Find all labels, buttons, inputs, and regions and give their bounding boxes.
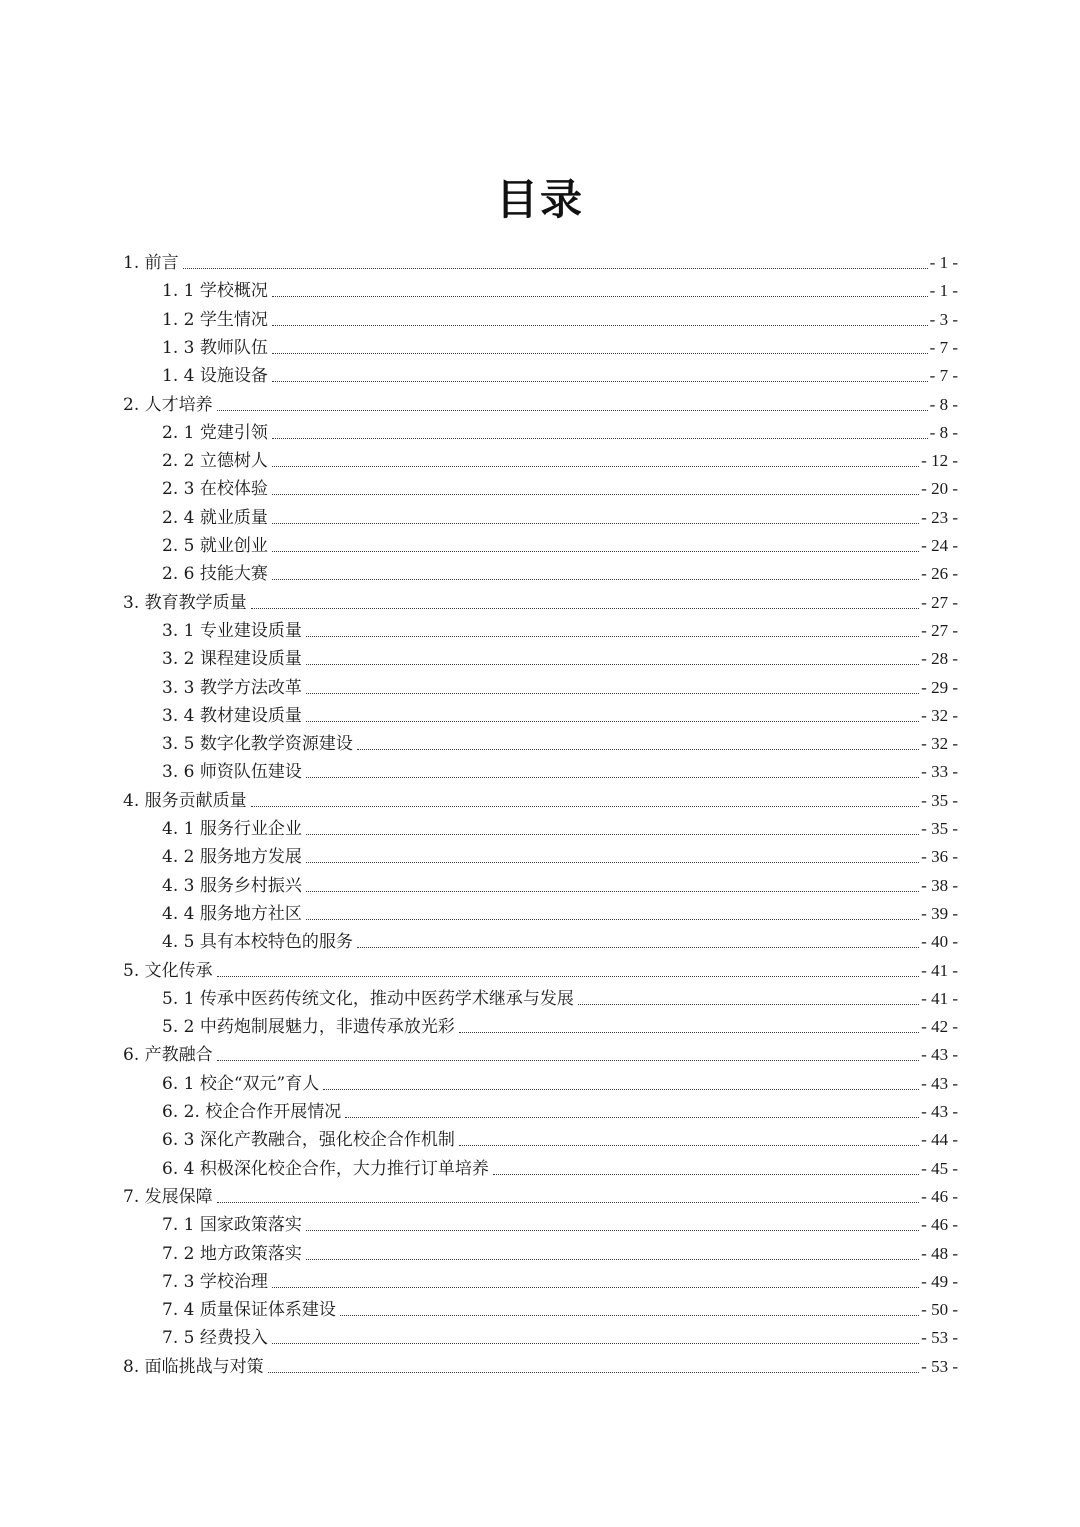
toc-dot-leader — [306, 834, 919, 835]
toc-subsection-entry[interactable] — [162, 982, 958, 1010]
toc-entry-label: 2. 人才培养 — [123, 394, 213, 415]
toc-subsection-entry[interactable] — [162, 416, 958, 444]
toc-subsection-entry[interactable] — [162, 1237, 958, 1265]
toc-dot-leader — [251, 806, 920, 807]
toc-entry-label: 3. 教育教学质量 — [123, 592, 247, 613]
toc-page-number: - 43 - — [921, 1073, 958, 1093]
toc-page-number: - 32 - — [921, 734, 958, 754]
toc-section-entry[interactable] — [123, 954, 958, 982]
toc-entry-label: 4. 2 服务地方发展 — [162, 847, 302, 868]
toc-entry-label: 7. 发展保障 — [123, 1186, 213, 1207]
toc-subsection-entry[interactable] — [162, 614, 958, 642]
toc-dot-leader — [272, 579, 919, 580]
toc-page-number: - 38 - — [921, 875, 958, 895]
toc-page-number: - 42 - — [921, 1017, 958, 1037]
toc-page-number: - 20 - — [921, 479, 958, 499]
toc-dot-leader — [459, 1145, 919, 1146]
toc-entry-label: 5. 文化传承 — [123, 960, 213, 981]
toc-entry-label: 3. 3 教学方法改革 — [162, 677, 302, 698]
toc-dot-leader — [272, 353, 928, 354]
toc-dot-leader — [272, 551, 919, 552]
toc-dot-leader — [272, 1287, 919, 1288]
toc-subsection-entry[interactable] — [162, 840, 958, 868]
toc-page-number: - 27 - — [921, 592, 958, 612]
toc-page-number: - 40 - — [921, 932, 958, 952]
toc-entry-label: 6. 4 积极深化校企合作，大力推行订单培养 — [162, 1158, 489, 1179]
toc-dot-leader — [268, 1372, 920, 1373]
toc-entry-label: 2. 4 就业质量 — [162, 507, 268, 528]
toc-dot-leader — [306, 919, 919, 920]
toc-entry-label: 1. 3 教师队伍 — [162, 337, 268, 358]
toc-subsection-entry[interactable] — [162, 1067, 958, 1095]
toc-subsection-entry[interactable] — [162, 727, 958, 755]
toc-dot-leader — [251, 608, 920, 609]
toc-dot-leader — [306, 891, 919, 892]
toc-entry-label: 2. 2 立德树人 — [162, 451, 268, 472]
toc-page-number: - 35 - — [921, 790, 958, 810]
toc-entry-label: 2. 3 在校体验 — [162, 479, 268, 500]
toc-dot-leader — [183, 268, 928, 269]
toc-dot-leader — [357, 947, 919, 948]
toc-subsection-entry[interactable] — [162, 1208, 958, 1236]
toc-entry-label: 4. 4 服务地方社区 — [162, 903, 302, 924]
toc-page-number: - 44 - — [921, 1130, 958, 1150]
toc-dot-leader — [272, 438, 928, 439]
toc-page-number: - 33 - — [921, 762, 958, 782]
toc-dot-leader — [217, 1060, 920, 1061]
toc-entry-label: 3. 2 课程建设质量 — [162, 649, 302, 670]
toc-subsection-entry[interactable] — [162, 925, 958, 953]
toc-subsection-entry[interactable] — [162, 557, 958, 585]
toc-subsection-entry[interactable] — [162, 869, 958, 897]
toc-dot-leader — [357, 749, 919, 750]
toc-entry-label: 7. 1 国家政策落实 — [162, 1215, 302, 1236]
toc-page-number: - 41 - — [921, 960, 958, 980]
toc-page-number: - 8 - — [929, 394, 958, 414]
toc-entry-label: 4. 服务贡献质量 — [123, 790, 247, 811]
toc-entry-label: 4. 1 服务行业企业 — [162, 819, 302, 839]
toc-page-number: - 53 - — [921, 1328, 958, 1348]
toc-subsection-entry[interactable] — [162, 812, 958, 840]
toc-entry-label: 6. 1 校企“双元”育人 — [162, 1073, 320, 1094]
toc-subsection-entry[interactable] — [162, 274, 958, 302]
toc-subsection-entry[interactable] — [162, 642, 958, 670]
toc-entry-label: 3. 4 教材建设质量 — [162, 705, 302, 726]
toc-page-number: - 29 - — [921, 677, 958, 697]
toc-dot-leader — [272, 494, 919, 495]
toc-dot-leader — [272, 325, 928, 326]
toc-subsection-entry[interactable] — [162, 699, 958, 727]
toc-subsection-entry[interactable] — [162, 501, 958, 529]
toc-subsection-entry[interactable] — [162, 1265, 958, 1293]
toc-page-number: - 46 - — [921, 1215, 958, 1235]
toc-dot-leader — [459, 1032, 919, 1033]
toc-subsection-entry[interactable] — [162, 1321, 958, 1349]
toc-dot-leader — [306, 777, 919, 778]
page-title: 目录 — [495, 175, 584, 224]
toc-dot-leader — [306, 636, 919, 637]
toc-page-number: - 32 - — [921, 705, 958, 725]
toc-page-number: - 12 - — [921, 451, 958, 471]
toc-subsection-entry[interactable] — [162, 1123, 958, 1151]
toc-page-number: - 28 - — [921, 649, 958, 669]
toc-dot-leader — [272, 381, 928, 382]
toc-entry-label: 2. 1 党建引领 — [162, 422, 268, 443]
toc-entry-label: 1. 前言 — [123, 253, 179, 273]
toc-dot-leader — [306, 862, 919, 863]
toc-page-number: - 24 - — [921, 536, 958, 555]
toc-page-number: - 43 - — [921, 1045, 958, 1065]
toc-dot-leader — [306, 721, 919, 722]
toc-dot-leader — [217, 410, 928, 411]
toc-dot-leader — [345, 1117, 919, 1118]
toc-subsection-entry[interactable] — [162, 331, 958, 359]
toc-section-entry[interactable] — [123, 246, 958, 274]
toc-subsection-entry[interactable] — [162, 472, 958, 500]
toc-dot-leader — [217, 976, 920, 977]
toc-page-number: - 36 - — [921, 847, 958, 867]
toc-page-number: - 8 - — [929, 422, 958, 442]
toc-page-number: - 50 - — [921, 1300, 958, 1320]
toc-dot-leader — [272, 296, 928, 297]
toc-subsection-entry[interactable] — [162, 1293, 958, 1321]
toc-page-number: - 45 - — [921, 1158, 958, 1178]
toc-subsection-entry[interactable] — [162, 755, 958, 783]
toc-section-entry[interactable] — [123, 586, 958, 614]
toc-subsection-entry[interactable] — [162, 897, 958, 925]
toc-entry-label: 5. 1 传承中医药传统文化，推动中医药学术继承与发展 — [162, 988, 574, 1009]
toc-subsection-entry[interactable] — [162, 671, 958, 699]
toc-dot-leader — [306, 1259, 919, 1260]
toc-page-number: - 7 - — [929, 337, 958, 357]
toc-section-entry[interactable] — [123, 1180, 958, 1208]
toc-dot-leader — [323, 1089, 919, 1090]
toc-entry-label: 3. 5 数字化教学资源建设 — [162, 734, 353, 755]
toc-dot-leader — [578, 1004, 919, 1005]
toc-entry-label: 6. 3 深化产教融合，强化校企合作机制 — [162, 1130, 455, 1151]
toc-entry-label: 7. 4 质量保证体系建设 — [162, 1300, 336, 1321]
toc-entry-label: 2. 6 技能大赛 — [162, 564, 268, 585]
toc-entry-label: 7. 3 学校治理 — [162, 1271, 268, 1292]
toc-section-entry[interactable] — [123, 1350, 958, 1378]
toc-page-number: - 27 - — [921, 620, 958, 640]
toc-subsection-entry[interactable] — [162, 1010, 958, 1038]
toc-page-number: - 53 - — [921, 1356, 958, 1376]
toc-subsection-entry[interactable] — [162, 444, 958, 472]
toc-entry-label: 6. 2. 校企合作开展情况 — [162, 1102, 342, 1122]
toc-dot-leader — [217, 1202, 920, 1203]
toc-dot-leader — [306, 664, 919, 665]
toc-page-number: - 26 - — [921, 564, 958, 584]
toc-page-number: - 7 - — [929, 366, 958, 386]
toc-subsection-entry[interactable] — [162, 1095, 958, 1123]
toc-dot-leader — [306, 1230, 919, 1231]
toc-page-number: - 39 - — [921, 903, 958, 923]
toc-section-entry[interactable] — [123, 388, 958, 416]
toc-entry-label: 1. 1 学校概况 — [162, 281, 268, 302]
toc-page-number: - 46 - — [921, 1186, 958, 1206]
toc-entry-label: 4. 5 具有本校特色的服务 — [162, 932, 353, 953]
toc-page-number: - 49 - — [921, 1271, 958, 1291]
toc-entry-label: 1. 2 学生情况 — [162, 309, 268, 330]
toc-entry-label: 3. 6 师资队伍建设 — [162, 762, 302, 783]
toc-entry-label: 5. 2 中药炮制展魅力，非遗传承放光彩 — [162, 1017, 455, 1038]
toc-entry-label: 1. 4 设施设备 — [162, 366, 268, 387]
toc-page-number: - 1 - — [929, 253, 958, 272]
toc-section-entry[interactable] — [123, 1038, 958, 1066]
toc-section-entry[interactable] — [123, 784, 958, 812]
toc-entry-label: 2. 5 就业创业 — [162, 536, 268, 556]
toc-dot-leader — [272, 523, 919, 524]
toc-page-number: - 35 - — [921, 819, 958, 838]
toc-page-number: - 3 - — [929, 309, 958, 329]
toc-entry-label: 3. 1 专业建设质量 — [162, 620, 302, 641]
toc-entry-label: 7. 5 经费投入 — [162, 1328, 268, 1349]
toc-dot-leader — [306, 693, 919, 694]
toc-subsection-entry[interactable] — [162, 1152, 958, 1180]
toc-page-number: - 1 - — [929, 281, 958, 301]
toc-page-number: - 48 - — [921, 1243, 958, 1263]
toc-page-number: - 41 - — [921, 988, 958, 1008]
toc-entry-label: 6. 产教融合 — [123, 1045, 213, 1066]
toc-subsection-entry[interactable] — [162, 529, 958, 557]
toc-entry-label: 7. 2 地方政策落实 — [162, 1243, 302, 1264]
toc-dot-leader — [272, 1343, 919, 1344]
toc-entry-label: 8. 面临挑战与对策 — [123, 1356, 264, 1377]
toc-subsection-entry[interactable] — [162, 359, 958, 387]
toc-dot-leader — [272, 466, 919, 467]
toc-dot-leader — [340, 1315, 919, 1316]
toc-page-number: - 43 - — [921, 1102, 958, 1121]
toc-entry-label: 4. 3 服务乡村振兴 — [162, 875, 302, 896]
toc-page-number: - 23 - — [921, 507, 958, 527]
toc-dot-leader — [493, 1174, 919, 1175]
toc-subsection-entry[interactable] — [162, 303, 958, 331]
